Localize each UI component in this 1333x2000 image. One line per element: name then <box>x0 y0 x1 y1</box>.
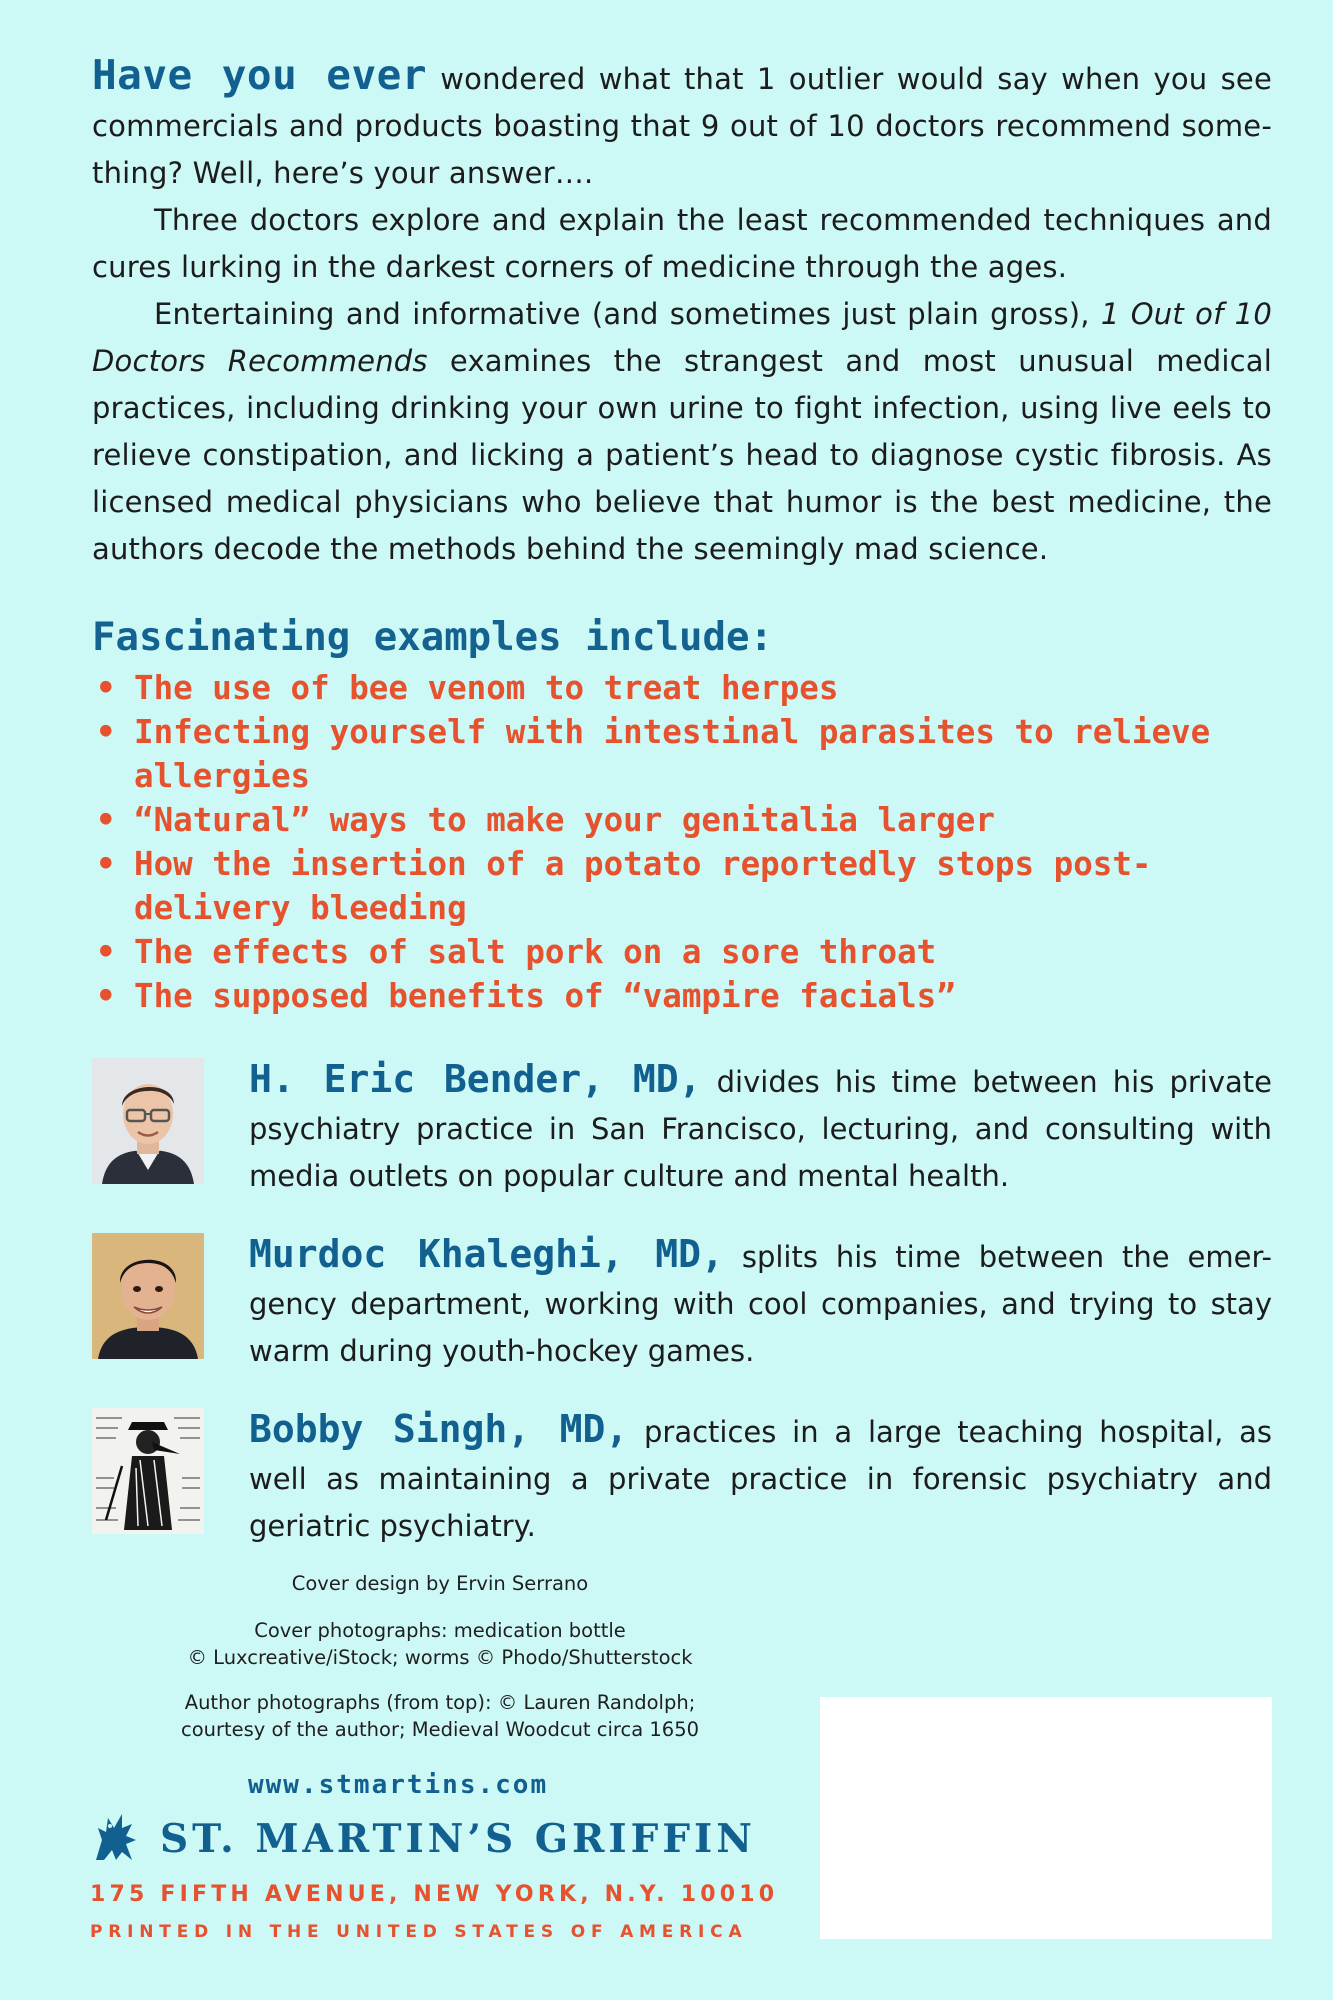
publisher-address: 175 FIFTH AVENUE, NEW YORK, N.Y. 10010 <box>90 1882 779 1907</box>
author-bio-text: practices in a large teaching hospital, as well as maintaining a private practice in forensic psychiatry and geriatric psychiatry. <box>249 1415 1272 1543</box>
example-text: Infecting yourself with intestinal parasites to relieve allergies <box>134 713 1211 795</box>
griffin-logo-icon <box>92 1810 138 1862</box>
list-item <box>92 842 1272 930</box>
example-text: How the insertion of a potato reportedly stops post-delivery bleeding <box>134 845 1152 927</box>
intro-paragraph-1-text: wondered what that 1 outlier would say when you see commercials and products boasting that 9 out of 10 doctors recommend some-thing? Well, here’s your answer…. <box>92 62 1272 190</box>
author-name: Murdoc Khaleghi, MD, <box>249 1232 724 1276</box>
examples-heading: Fascinating examples include: <box>92 615 773 660</box>
examples-section <box>92 612 1272 1018</box>
author-bio-singh <box>249 1406 1272 1550</box>
list-item <box>92 666 1272 710</box>
cover-photo-credit-line-2: © Luxcreative/iStock; worms © Phodo/Shutterstock <box>187 1646 693 1669</box>
list-item <box>92 710 1272 798</box>
example-text: The effects of salt pork on a sore throat <box>134 933 937 971</box>
intro-paragraph-2: Three doctors explore and explain the least recommended techniques and cures lurking in the darkest corners of medicine through the ages. <box>92 203 1272 284</box>
bullet-icon: • <box>96 669 116 707</box>
example-text: “Natural” ways to make your genitalia larger <box>134 801 995 839</box>
printed-in-usa: PRINTED IN THE UNITED STATES OF AMERICA <box>90 1922 748 1942</box>
bullet-icon: • <box>96 933 116 971</box>
author-photo-khaleghi <box>92 1233 204 1359</box>
intro-paragraph-3-rest: examines the strangest and most unusual medical practices, including drinking your own urine to fight infection, using live eels to relieve constipation, and licking a patient’s head to diagnose cystic fibrosis. As licensed medical physicians who believe that humor is the best medicine, the authors decode the methods behind the seemingly mad science. <box>92 344 1272 566</box>
bullet-icon: • <box>96 977 116 1015</box>
intro-paragraph-1 <box>92 52 1272 197</box>
intro-blurb <box>92 52 1272 573</box>
examples-list <box>92 666 1272 1018</box>
bullet-icon: • <box>96 845 116 883</box>
list-item <box>92 974 1272 1018</box>
bullet-icon: • <box>96 713 116 751</box>
bullet-icon: • <box>96 801 116 839</box>
intro-paragraph-3 <box>92 291 1272 573</box>
list-item <box>92 798 1272 842</box>
barcode-area <box>820 1697 1272 1939</box>
intro-paragraph-3-start: Entertaining and informative (and sometimes just plain gross), <box>154 297 1101 331</box>
author-photo-bender <box>92 1058 204 1184</box>
publisher-name: ST. MARTIN’S GRIFFIN <box>160 1816 756 1862</box>
book-title: 1 Out of 10 Doctors Recommends <box>92 297 1272 378</box>
list-item <box>92 930 1272 974</box>
example-text: The supposed benefits of “vampire facials” <box>134 977 956 1015</box>
author-name: H. Eric Bender, MD, <box>249 1057 702 1101</box>
intro-lead: Have you ever <box>92 51 428 99</box>
author-name: Bobby Singh, MD, <box>249 1407 629 1451</box>
cover-photo-credit-line-1: Cover photographs: medication bottle <box>254 1619 626 1642</box>
author-photo-credit-line-2: courtesy of the author; Medieval Woodcut circa 1650 <box>180 1718 700 1741</box>
author-bio-text: divides his time between his private psychiatry practice in San Francisco, lecturing, and consulting with media outlets on popular culture and mental health. <box>249 1065 1272 1193</box>
author-bio-text: splits his time between the emer-gency department, working with cool companies, and trying to stay warm during youth-hockey games. <box>249 1240 1272 1368</box>
author-photo-singh-woodcut <box>92 1408 204 1534</box>
author-bio-khaleghi <box>249 1231 1272 1375</box>
author-bio-bender <box>249 1056 1272 1200</box>
example-text: The use of bee venom to treat herpes <box>134 669 839 707</box>
publisher-logo <box>92 1810 792 1870</box>
author-photo-credit-line-1: Author photographs (from top): © Lauren Randolph; <box>184 1691 696 1714</box>
cover-design-credit: Cover design by Ervin Serrano <box>291 1572 589 1595</box>
publisher-url[interactable]: www.stmartins.com <box>248 1770 549 1800</box>
